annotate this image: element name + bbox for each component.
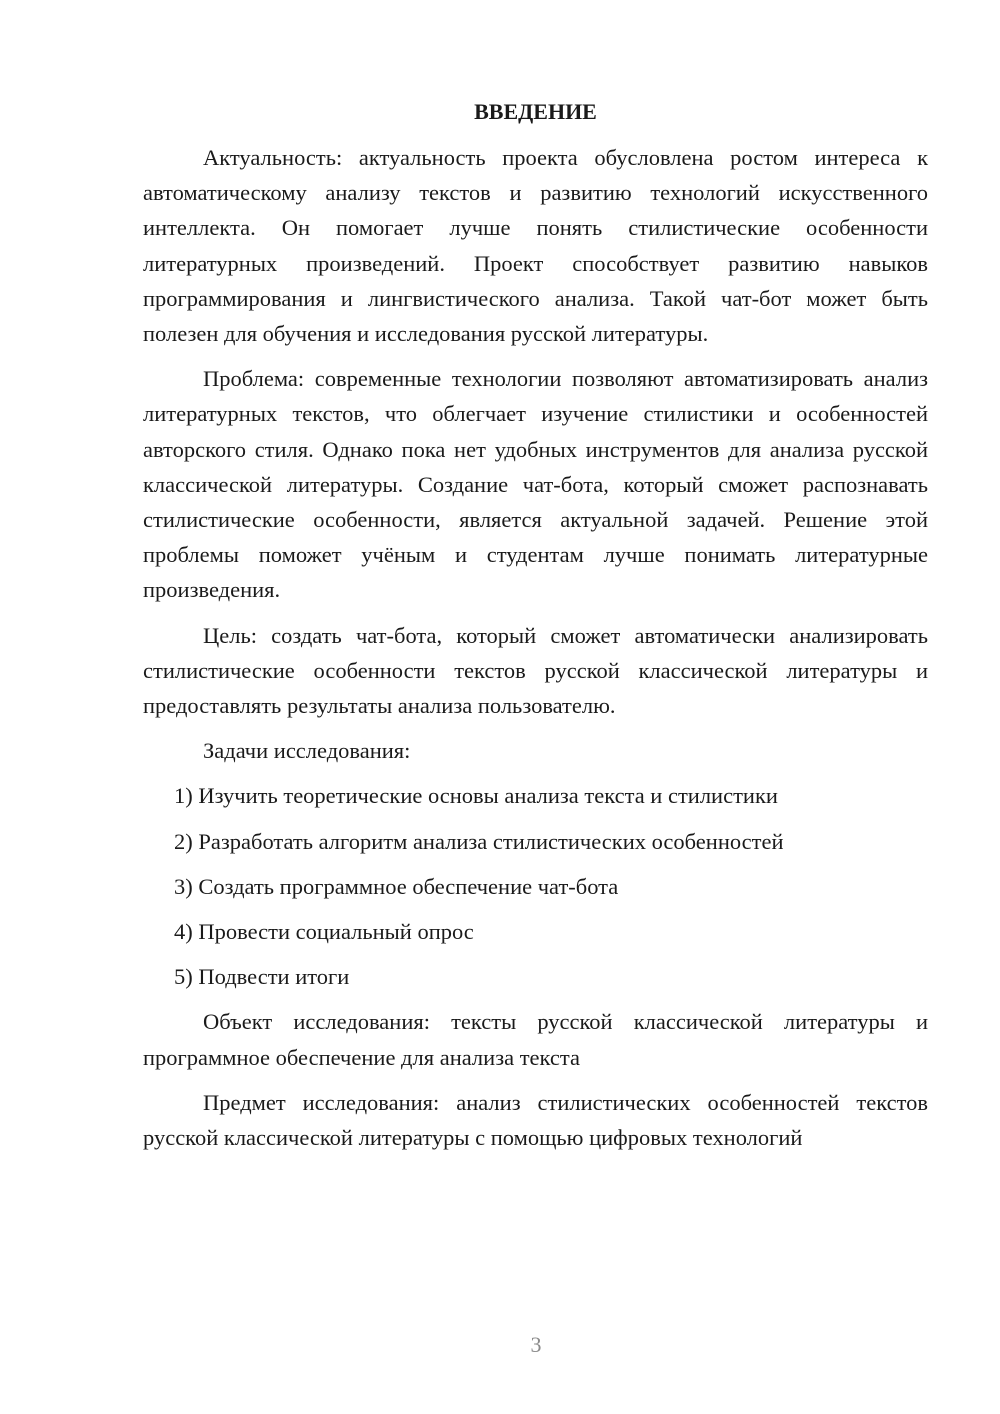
object-paragraph: Объект исследования: тексты русской классической литературы и программное обеспечение для анализа текста [143,1009,928,1070]
task-item-4: 4) Провести социальный опрос [174,919,474,945]
subject-paragraph: Предмет исследования: анализ стилистических особенностей текстов русской классической литературы с помощью цифровых технологий [143,1089,928,1151]
tasks-heading: Задачи исследования: [203,738,411,764]
relevance-paragraph: Актуальность: актуальность проекта обусловлена ростом интереса к автоматическому анализу текстов и развитию технологий искусственного интеллекта. Он помогает лучше понять стилистические особенности литературных произведений. Проект способствует развитию навыков программирования и лингвистического анализа. Такой чат-бот может быть полезен для обучения и исследования русской литературы. [143,145,928,347]
problem-paragraph: Проблема: современные технологии позволяют автоматизировать анализ литературных текстов, что облегчает изучение стилистики и особенностей авторского стиля. Однако пока нет удобных инструментов для анализа русской классической литературы. Создание чат-бота, который сможет распознавать стилистические особенности, является актуальной задачей. Решение этой проблемы поможет учёным и студентам лучше понимать литературные произведения. [143,366,928,603]
goal-paragraph: Цель: создать чат-бота, который сможет автоматически анализировать стилистические особенности текстов русской классической литературы и предоставлять результаты анализа пользователю. [143,622,928,719]
page-number: 3 [530,1332,542,1357]
task-item-2: 2) Разработать алгоритм анализа стилистических особенностей [174,828,784,854]
page-content [143,92,928,1165]
section-title: ВВЕДЕНИЕ [474,99,597,124]
task-item-5: 5) Подвести итоги [174,964,350,990]
task-list [143,778,928,994]
task-item-3: 3) Создать программное обеспечение чат-бота [174,873,619,899]
task-item-1: 1) Изучить теоретические основы анализа текста и стилистики [174,783,778,809]
